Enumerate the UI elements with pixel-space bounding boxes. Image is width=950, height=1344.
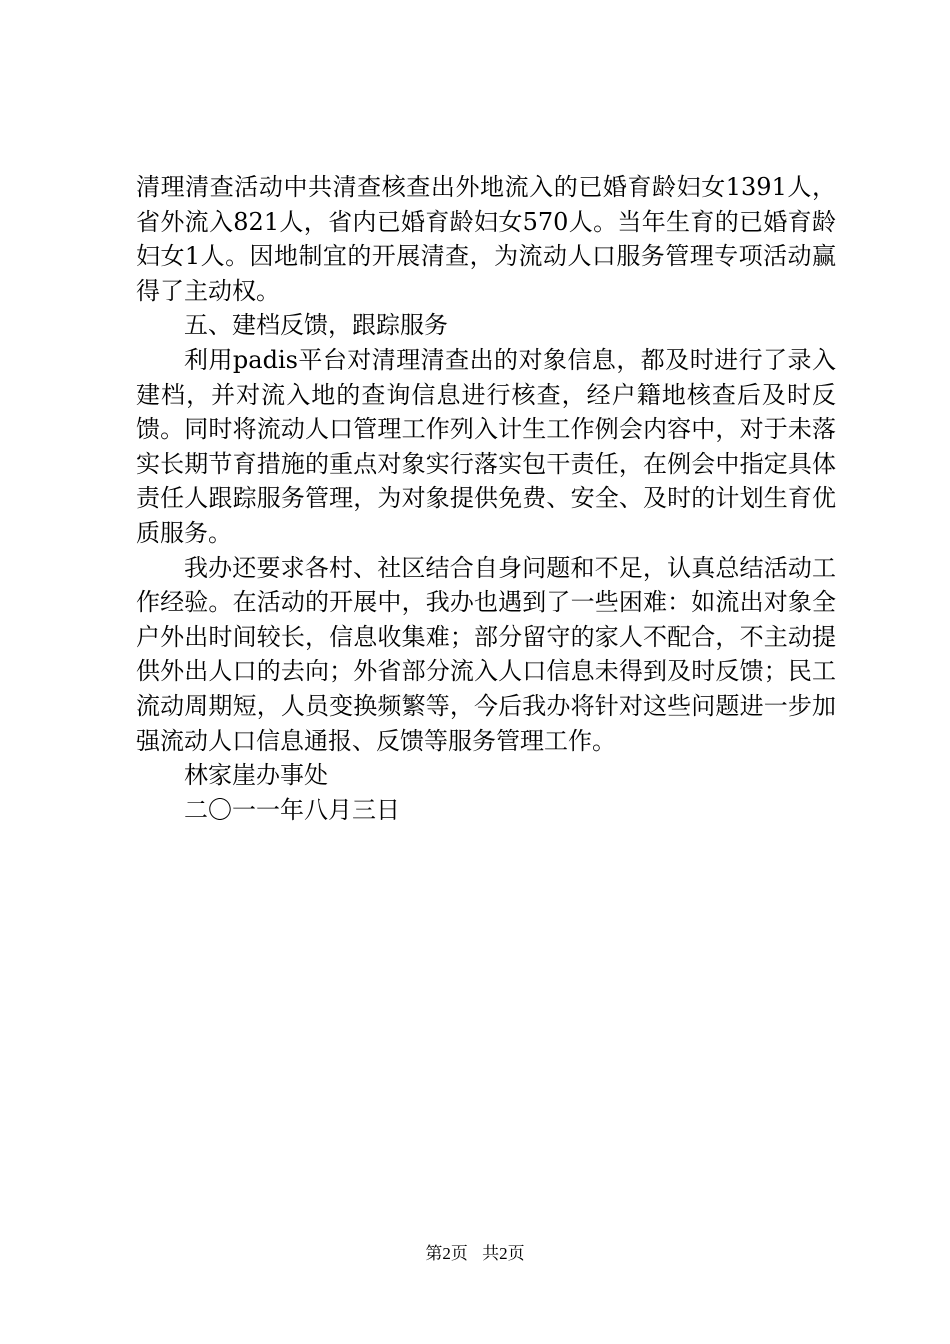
signature-date: 二〇一一年八月三日 (184, 795, 400, 824)
paragraph-archiving: 利用padis平台对清理清查出的对象信息，都及时进行了录入建档，并对流入地的查询信息进行核查，经户籍地核查后及时反馈。同时将流动人口管理工作列入计生工作例会内容中，对于未落实长期节育措施的重点对象实行落实包干责任，在例会中指定具体责任人跟踪服务管理，为对象提供免费、安全、及时的计划生育优质服务。 (136, 345, 836, 547)
paragraph-summary: 我办还要求各村、社区结合自身问题和不足，认真总结活动工作经验。在活动的开展中，我办也遇到了一些困难：如流出对象全户外出时间较长，信息收集难；部分留守的家人不配合，不主动提供外出人口的去向；外省部分流入人口信息未得到及时反馈；民工流动周期短，人员变换频繁等，今后我办将针对这些问题进一步加强流动人口信息通报、反馈等服务管理工作。 (136, 553, 836, 755)
section-heading-archiving: 五、建档反馈，跟踪服务 (184, 311, 448, 340)
page-number: 第2页 (425, 1244, 468, 1263)
paragraph-statistics: 清理清查活动中共清查核查出外地流入的已婚育龄妇女1391人，省外流入821人，省内已婚育龄妇女570人。当年生育的已婚育龄妇女1人。因地制宜的开展清查，为流动人口服务管理专项活动赢得了主动权。 (136, 173, 836, 305)
page-footer (0, 1243, 950, 1265)
page-total: 共2页 (482, 1244, 525, 1263)
signature-organization: 林家崖办事处 (184, 761, 328, 790)
document-body (136, 170, 836, 827)
